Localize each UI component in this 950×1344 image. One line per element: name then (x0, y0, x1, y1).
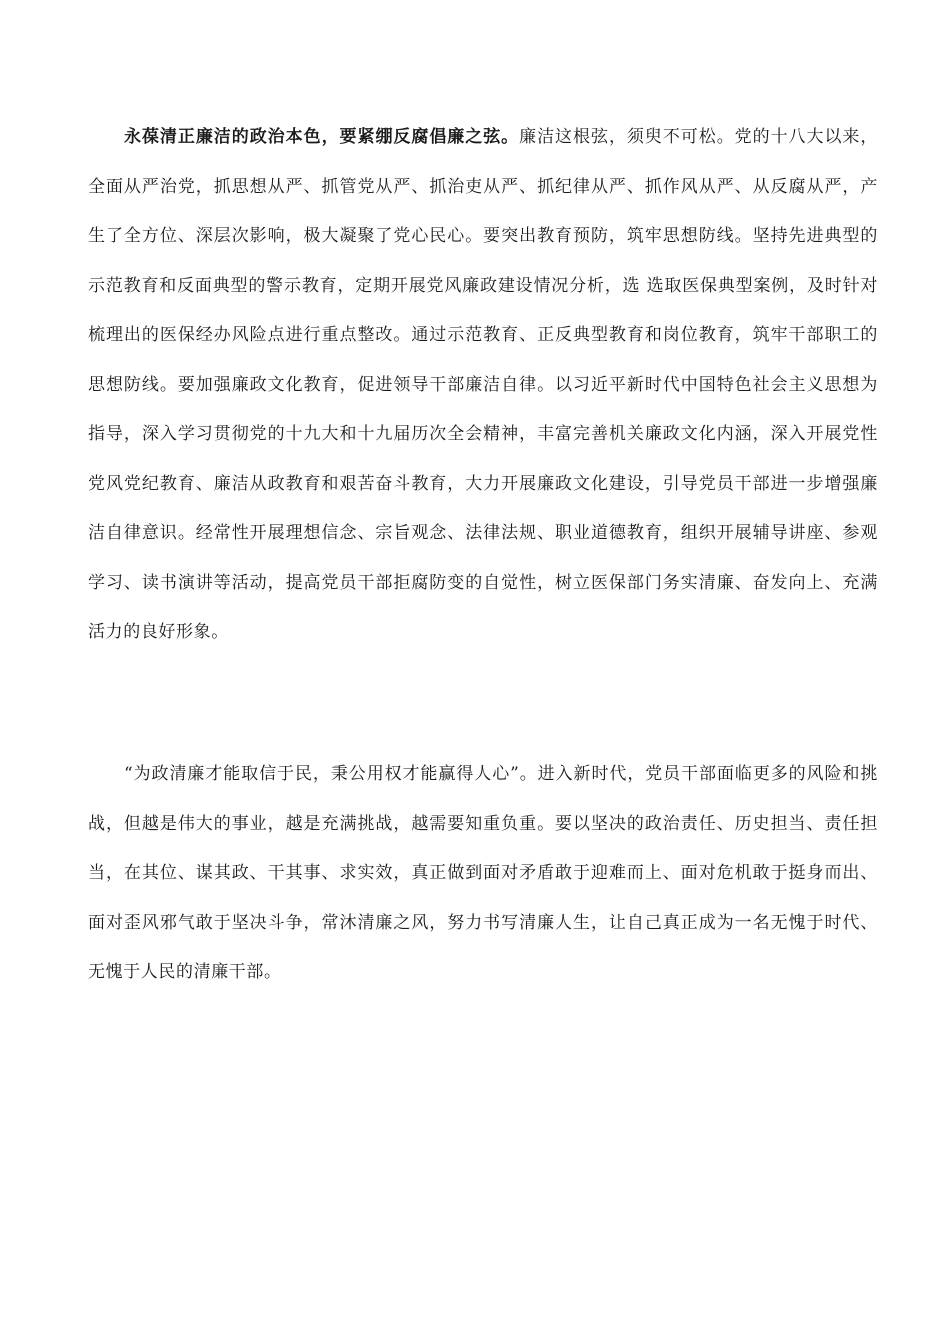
paragraph-anti-corruption (88, 113, 878, 658)
paragraph-integrity-quote (88, 750, 878, 998)
paragraph-lead-heading: 永葆清正廉洁的政治本色，要紧绷反腐倡廉之弦。 (124, 127, 520, 147)
paragraph-body: 廉洁这根弦，须臾不可松。党的十八大以来，全面从严治党，抓思想从严、抓管党从严、抓治吏从严、抓纪律从严、抓作风从严、从反腐从严，产生了全方位、深层次影响，极大凝聚了党心民心。要突出教育预防，筑牢思想防线。坚持先进典型的示范教育和反面典型的警示教育，定期开展党风廉政建设情况分析，选 选取医保典型案例，及时针对梳理出的医保经办风险点进行重点整改。通过示范教育、正反典型教育和岗位教育，筑牢干部职工的思想防线。要加强廉政文化教育，促进领导干部廉洁自律。以习近平新时代中国特色社会主义思想为指导，深入学习贯彻党的十九大和十九届历次全会精神，丰富完善机关廉政文化内涵，深入开展党性党风党纪教育、廉洁从政教育和艰苦奋斗教育，大力开展廉政文化建设，引导党员干部进一步增强廉洁自律意识。经常性开展理想信念、宗旨观念、法律法规、职业道德教育，组织开展辅导讲座、参观学习、读书演讲等活动，提高党员干部拒腐防变的自觉性，树立医保部门务实清廉、奋发向上、充满活力的良好形象。 (88, 127, 878, 642)
paragraph-body: “为政清廉才能取信于民，秉公用权才能赢得人心”。进入新时代，党员干部面临更多的风险和挑战，但越是伟大的事业，越是充满挑战，越需要知重负重。要以坚决的政治责任、历史担当、责任担当，在其位、谋其政、干其事、求实效，真正做到面对矛盾敢于迎难而上、面对危机敢于挺身而出、面对歪风邪气敢于坚决斗争，常沐清廉之风，努力书写清廉人生，让自己真正成为一名无愧于时代、无愧于人民的清廉干部。 (88, 764, 878, 982)
